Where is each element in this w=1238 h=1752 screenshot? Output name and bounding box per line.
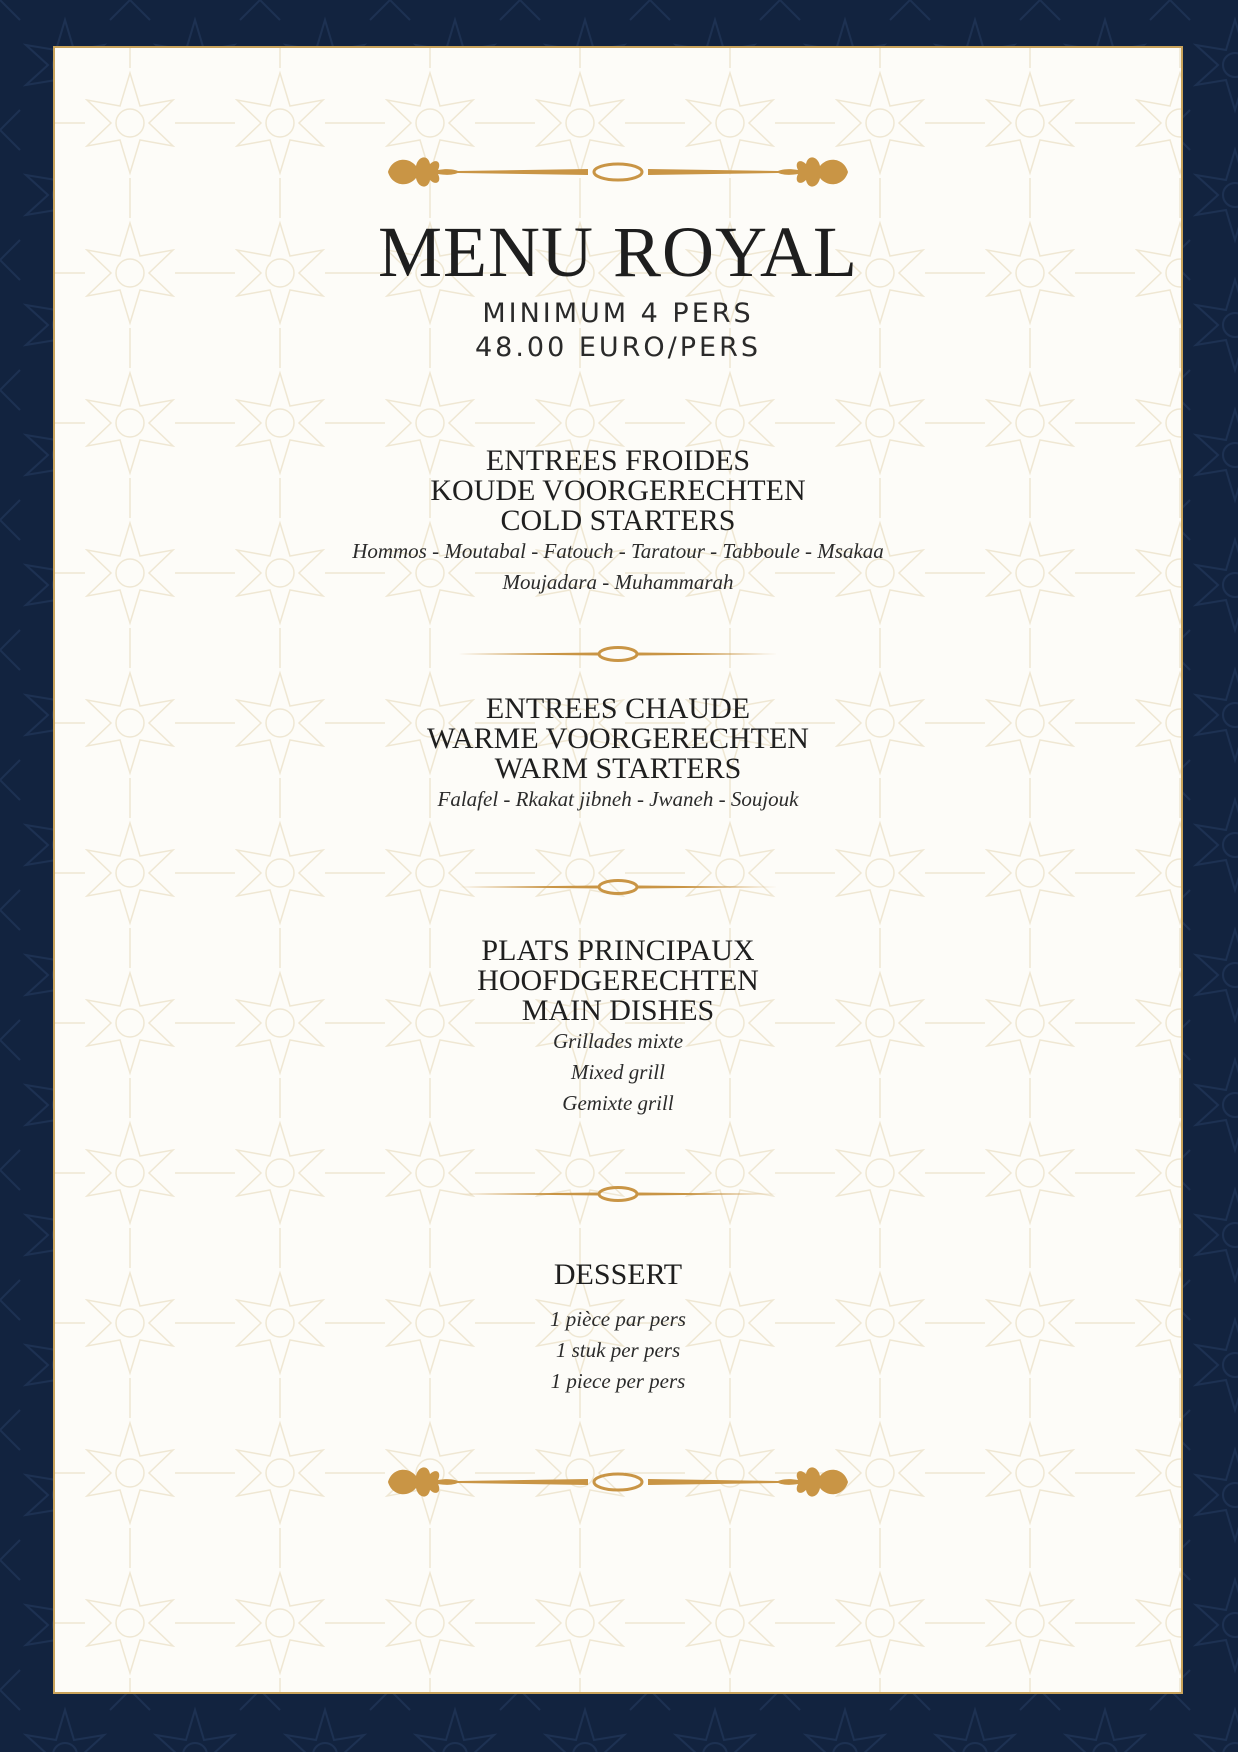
minimum-persons: MINIMUM 4 PERS bbox=[482, 298, 754, 329]
section-title-line: ENTREES CHAUDE bbox=[485, 692, 751, 725]
menu-item: 1 piece per pers bbox=[550, 1369, 686, 1393]
menu-item: 1 stuk per pers bbox=[555, 1338, 681, 1362]
section-warm-starters-items bbox=[55, 784, 1181, 815]
section-title-line: DESSERT bbox=[553, 1258, 683, 1291]
menu-card bbox=[53, 46, 1183, 1694]
menu-item: Mixed grill bbox=[571, 1060, 665, 1084]
section-title-line: MAIN DISHES bbox=[521, 994, 715, 1027]
section-title-line: WARM STARTERS bbox=[494, 752, 742, 785]
menu-item: Hommos - Moutabal - Fatouch - Taratour - Tabboule - Msakaa bbox=[352, 539, 884, 563]
menu-item: Falafel - Rkakat jibneh - Jwaneh - Soujouk bbox=[437, 787, 799, 811]
section-warm-starters-title bbox=[55, 694, 1181, 784]
section-title-line: WARME VOORGERECHTEN bbox=[427, 722, 809, 755]
section-cold-starters-title bbox=[55, 446, 1181, 536]
section-title-line: HOOFDGERECHTEN bbox=[477, 964, 759, 997]
section-title-line: ENTREES FROIDES bbox=[485, 444, 751, 477]
menu-title: MENU ROYAL bbox=[377, 212, 858, 292]
section-dessert-title bbox=[55, 1260, 1181, 1290]
menu-item: Gemixte grill bbox=[562, 1091, 674, 1115]
menu-item: 1 pièce par pers bbox=[550, 1307, 686, 1331]
section-cold-starters-items bbox=[55, 536, 1181, 598]
section-main-dishes-title bbox=[55, 936, 1181, 1026]
section-divider-icon bbox=[458, 644, 778, 664]
menu-item: Grillades mixte bbox=[552, 1029, 684, 1053]
section-dessert-items bbox=[55, 1304, 1181, 1397]
section-title-line: PLATS PRINCIPAUX bbox=[481, 934, 755, 967]
section-main-dishes-items bbox=[55, 1026, 1181, 1119]
section-divider-icon bbox=[458, 877, 778, 897]
price-per-person: 48.00 EURO/PERS bbox=[474, 332, 762, 363]
bottom-ornament-icon bbox=[378, 1454, 858, 1506]
top-ornament-icon bbox=[378, 144, 858, 196]
section-divider-icon bbox=[458, 1184, 778, 1204]
section-title-line: KOUDE VOORGERECHTEN bbox=[430, 474, 806, 507]
section-title-line: COLD STARTERS bbox=[500, 504, 736, 537]
menu-item: Moujadara - Muhammarah bbox=[502, 570, 734, 594]
